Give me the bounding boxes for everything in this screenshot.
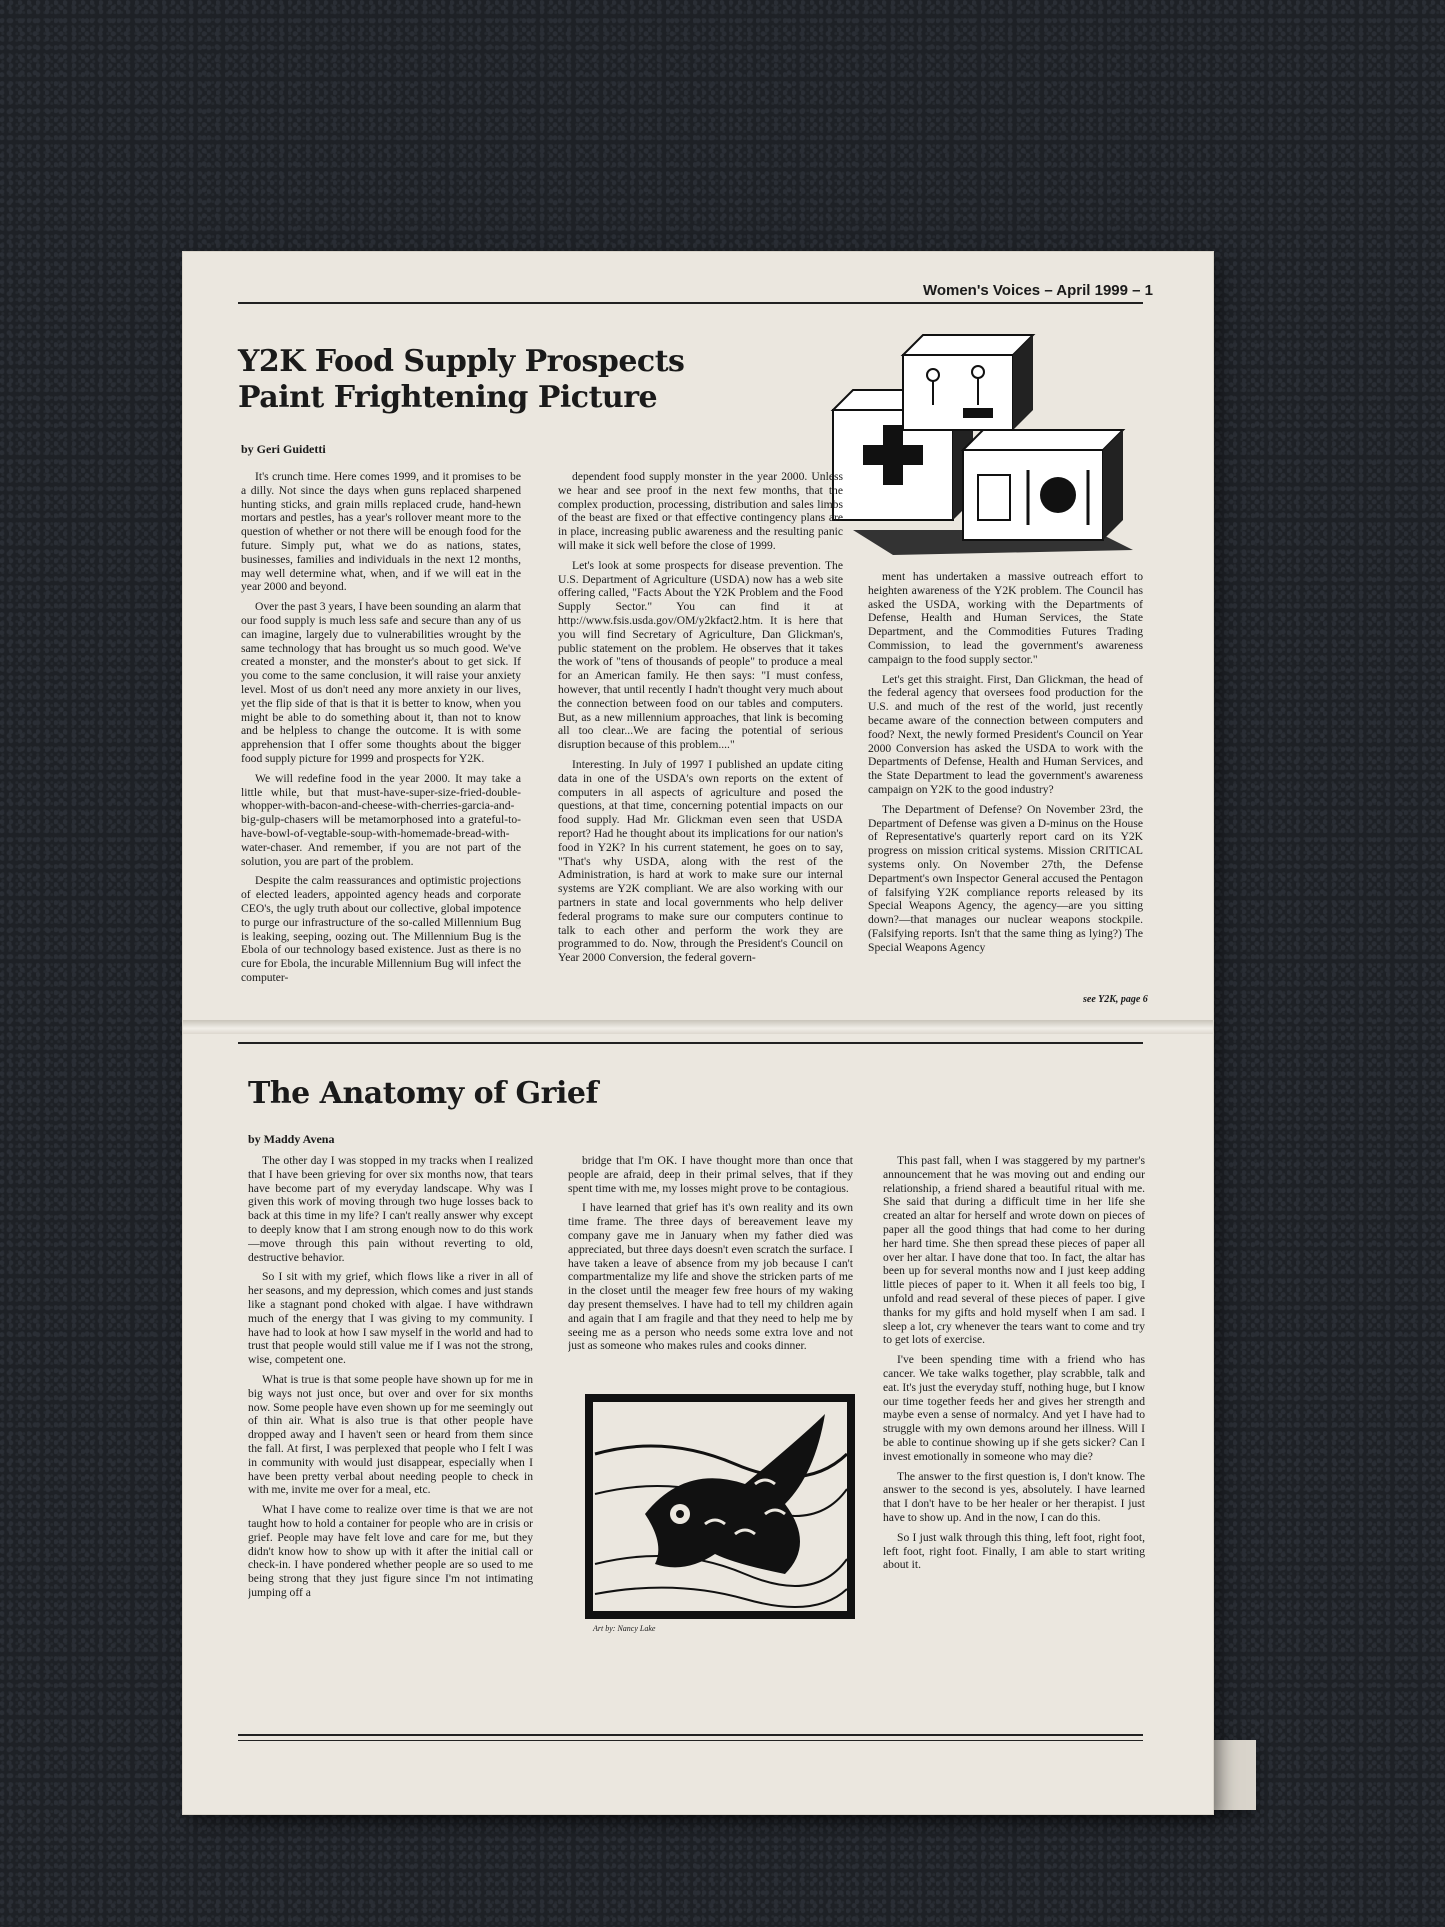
- article1-column-3: [868, 570, 1143, 988]
- paragraph: The answer to the first question is, I don't know. The answer to the second is yes, absolutely. I have learned that I don't have to be her healer or her therapist. I just have to show up. And in the now, I can do this.: [883, 1469, 1145, 1524]
- paragraph: Over the past 3 years, I have been sounding an alarm that our food supply is much less safe and secure than any of us can imagine, largely due to vulnerabilities wrought by the same technology that has brought us so much good. We've created a monster, and the monster's about to get sick. If you come to the same conclusion, it will raise your anxiety level. Most of us don't need any more anxiety in our lives, yet the flip side of that is that it is better to know, when you might be able to do something about it, than not to know and be helpless to change the outcome. It is with some apprehension that I offer some thoughts about the bigger food supply picture for 1999 and prospects for Y2K.: [241, 600, 521, 765]
- paragraph: Interesting. In July of 1997 I published an update citing data in one of the USDA's own reports on the extent of computers in all aspects of agriculture and posed the questions, at that time, concerning potential impacts on our food supply. Had Mr. Glickman even seen that USDA report? Had he thought about its implications for our nation's food in Y2K? In his current statement, he goes on to say, "That's why USDA, along with the rest of the Administration, is hard at work to make sure our internal systems are Y2K compliant. We are also working with our partners in state and local governments who help deliver federal programs to make sure our computers continue to talk to each other and perform the work they are programmed to do. Now, through the President's Council on Year 2000 Conversion, the federal govern-: [558, 757, 843, 965]
- article2-column-2: [568, 1154, 853, 1384]
- paragraph: What I have come to realize over time is that we are not taught how to hold a container for people who are in crisis or grief. People may have felt love and care for me, but they didn't know how to show up with it after the initial call or check-in. I have pondered whether people are so used to me being strong that they just figure since I'm not intimating jumping off a: [248, 1503, 533, 1599]
- article1-column-1: [241, 470, 521, 1020]
- paragraph: It's crunch time. Here comes 1999, and it promises to be a dilly. Not since the days when guns replaced sharpened hunting sticks, and grain mills replaced crude, hand-hewn mortars and pestles, has a year's rollover meant more to the question of whether or not there will be enough food for the future. Simply put, what we do as nations, states, businesses, families and individuals in the next 12 months, may well determine what, when, and if we will eat in the year 2000 and beyond.: [241, 470, 521, 594]
- food-boxes-illustration: [813, 330, 1143, 560]
- bird-woodcut-illustration: [585, 1394, 855, 1619]
- article2-column-3: [883, 1154, 1145, 1734]
- newspaper-page: [183, 252, 1213, 1814]
- headline-line-1: Y2K Food Supply Prospects: [238, 344, 685, 379]
- article2-byline: by Maddy Avena: [248, 1132, 335, 1146]
- article1-byline: by Geri Guidetti: [241, 442, 326, 456]
- continued-line: see Y2K, page 6: [1083, 994, 1148, 1005]
- paragraph: So I just walk through this thing, left foot, right foot, left foot, right foot. Finally, I am able to start writing about it.: [883, 1530, 1145, 1572]
- paragraph: bridge that I'm OK. I have thought more than once that people are afraid, deep in their primal selves, that if they spent time with me, my losses might prove to be contagious.: [568, 1154, 853, 1195]
- paragraph: The other day I was stopped in my tracks when I realized that I have been grieving for over six months now, that tears have become part of my everyday landscape. Why was I given this work of moving through two huge losses back to back at this time in my life? I can't really answer why except to deeply know that I am strong enough now to do this work—move through this pain without reverting to old, destructive behavior.: [248, 1154, 533, 1264]
- top-half: [183, 252, 1213, 1020]
- paragraph: I have learned that grief has it's own reality and its own time frame. The three days of bereavement leave my company gave me in January when my father died was appreciated, but three days doesn't even scratch the surface. I have taken a leave of absence from my job because I can't compartmentalize my life and shove the stricken parts of me in the closet until the meager few free hours of my waking day present themselves. I have had to tell my children again and again that I am fragile and that they need to help me by seeing me as a person who needs some extra love and not just as someone who makes rules and cooks dinner.: [568, 1201, 853, 1353]
- paragraph: So I sit with my grief, which flows like a river in all of her seasons, and my depression, which comes and just stands like a stagnant pond choked with algae. I have withdrawn much of the energy that I was giving to my community. I have had to look at how I saw myself in the world and had to trust that people would still value me if I was not the strong, wise, competent one.: [248, 1270, 533, 1367]
- paragraph: The Department of Defense? On November 23rd, the Department of Defense was given a D-minus on the House of Representative's quarterly report card on its Y2K progress on mission critical systems. Mission CRITICAL systems only. On November 27th, the Defense Department's own Inspector General accused the Pentagon of falsifying Y2K compliance reports released by its Special Weapons Agency, the agency—are you sitting down?—that manages our nuclear weapons stockpile. (Falsifying reports. Isn't that the same thing as lying?) The Special Weapons Agency: [868, 802, 1143, 954]
- headline-line-2: Paint Frightening Picture: [238, 380, 658, 415]
- bottom-rule-thin: [238, 1740, 1143, 1741]
- paragraph: Let's look at some prospects for disease prevention. The U.S. Department of Agriculture (USDA) now has a web site offering called, "Facts About the Y2K Problem and the Food Supply Sector." You can find it at http://www.fsis.usda.gov/OM/y2kfact2.htm. It is here that you will find Secretary of Agriculture, Dan Glickman's, public statement on the problem. He observes that it takes the work of "tens of thousands of people" to produce a meal for an American family. He then says: "I must confess, however, that until recently I hadn't thought very much about the connection between food on our tables and computers. But, as a new millennium approaches, that link is becoming all too clear...We are facing the potential of serious disruption because of this problem....": [558, 558, 843, 752]
- bottom-rule: [238, 1734, 1143, 1736]
- article1-column-2: [558, 470, 843, 1020]
- article2-column-1: [248, 1154, 533, 1729]
- art-credit: Art by: Nancy Lake: [593, 1624, 656, 1633]
- article1-headline: [238, 344, 684, 416]
- paragraph: We will redefine food in the year 2000. It may take a little while, but that must-have-super-size-fried-double-whopper-with-bacon-and-cheese-with-cherries-garcia-and-big-gulp-chasers will be metamorphosed into a grateful-to-have-bowl-of-vegtable-soup-with-homemade-bread-with-water-chaser. And remember, if you are not part of the solution, you are part of the problem.: [241, 771, 521, 868]
- paragraph: This past fall, when I was staggered by my partner's announcement that he was moving out and ending our relationship, a friend shared a beautiful ritual with me. She said that during a difficult time in her life she created an altar for herself and wrote down on pieces of paper all the good things that had come to her during her hard time. She then spread these pieces of paper all over her altar. I have done that too. In fact, the altar has been up for several months now and I just keep adding little pieces of paper to it. When it all feels too big, I unfold and read several of these pieces of paper. I give thanks for my gifts and hold myself when I am sad. I sleep a lot, cry whenever the tears want to come and try to get lots of exercise.: [883, 1154, 1145, 1347]
- paper-fold: [183, 1020, 1213, 1034]
- section-rule: [238, 1042, 1143, 1044]
- paragraph: Let's get this straight. First, Dan Glickman, the head of the federal agency that oversees food production for the U.S. and much of the rest of the world, just recently became aware of the connection between computers and food? Next, the newly formed President's Council on Year 2000 Conversion has asked the USDA to work with the Departments of Defense, Health and Human Services, and the State Department to lead the government's awareness campaign on Y2K to the good industry?: [868, 672, 1143, 796]
- masthead-rule: [238, 302, 1143, 304]
- masthead: Women's Voices – April 1999 – 1: [922, 282, 1153, 299]
- paragraph: Despite the calm reassurances and optimistic projections of elected leaders, appointed agency heads and corporate CEO's, the ugly truth about our collective, global impotence to purge our infrastructure of the so-called Millennium Bug is leaking, seeping, oozing out. The Millennium Bug is the Ebola of our technology based existence. Just as there is no cure for Ebola, the incurable Millennium Bug will infect the computer-: [241, 874, 521, 984]
- paragraph: I've been spending time with a friend who has cancer. We take walks together, play scrabble, talk and eat. It's just the everyday stuff, nothing huge, but I know our time together feeds her and gives her strength and maybe even a sense of normalcy. And yet I have had to struggle with my own demons around her illness. Will I be able to continue showing up if she gets sicker? Can I invest emotionally in someone who may die?: [883, 1353, 1145, 1463]
- paragraph: dependent food supply monster in the year 2000. Unless we hear and see proof in the next few months, that the complex production, processing, distribution and sales limbs of the beast are fixed or that effective contingency plans are in place, increasing public awareness and the resulting panic will make it sick well before the close of 1999.: [558, 470, 843, 552]
- paragraph: ment has undertaken a massive outreach effort to heighten awareness of the Y2K problem. The Council has asked the USDA, working with the Departments of Defense, Health and Human Services, the State Department, and the Commodities Futures Trading Commission, to lead the government's awareness campaign to the food supply sector.": [868, 570, 1143, 666]
- bottom-half: [183, 1034, 1213, 1814]
- paragraph: What is true is that some people have shown up for me in big ways not just once, but over and over for six months now. Some people have even shown up for me seemingly out of thin air. What is also true is that other people have dropped away and I haven't seen or heard from them since the fall. At first, I was perplexed that people who I felt I was in community with would just disappear, especially when I have been pretty verbal about needing people to check in with me, invite me over for a meal, etc.: [248, 1372, 533, 1497]
- article2-headline: The Anatomy of Grief: [248, 1076, 598, 1111]
